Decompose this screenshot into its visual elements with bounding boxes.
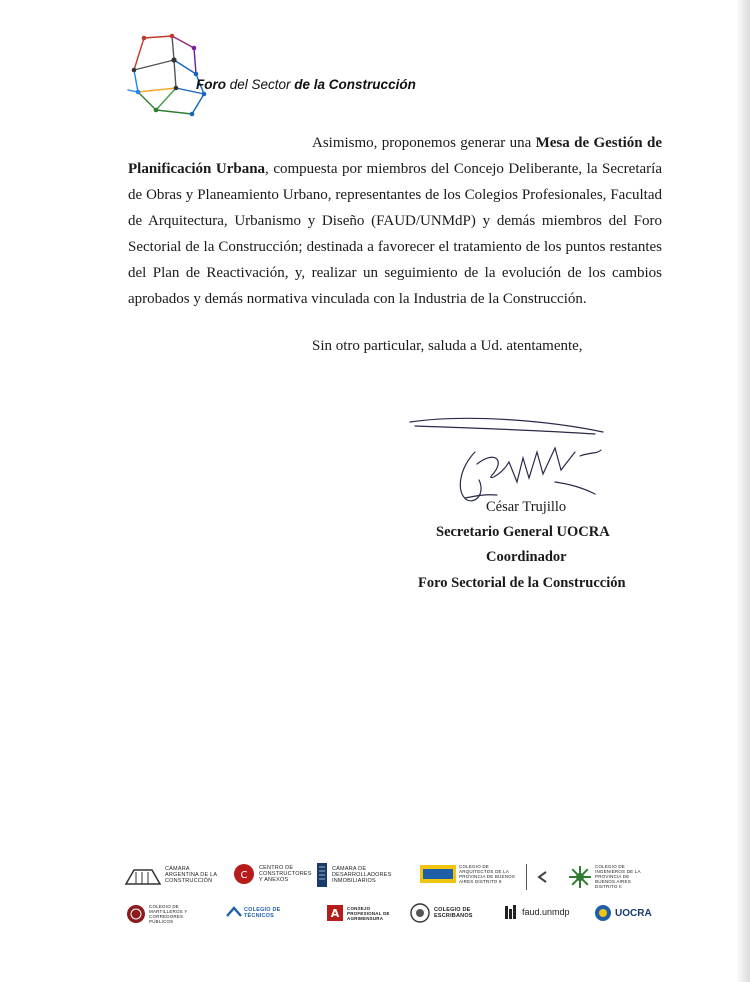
- body-text-rest: , compuesta por miembros del Concejo Deliberante, la Secretaría de Obras y Planeamiento Urbano, representantes de los Colegios Profesionales, Facultad de Arquitectura, Urbanismo y Diseño (FAUD/UNMdP) y demás miembros del Foro Sectorial de la Construcción; destinada a favorecer el tratamiento de los puntos restantes del Plan de Reactivación, y, realizar un seguimiento de la evolución de los cambios aprobados y demás normativa vinculada con la Industria de la Construcción.: [128, 161, 662, 307]
- org-name-end: de la Construcción: [294, 77, 416, 92]
- signatory-title: Secretario General UOCRA: [436, 524, 610, 540]
- footer-logos: [120, 858, 670, 938]
- logo-agrimensura: [326, 904, 403, 922]
- logo-colegio-arquitectos: [420, 864, 521, 884]
- logo-faud: [504, 904, 570, 920]
- logo-label: COLEGIO DE INGENIEROS DE LA PROVINCIA DE BUENOS AIRES DISTRITO II: [595, 864, 641, 889]
- uocra-icon: [594, 904, 612, 922]
- signatory-organization: Foro Sectorial de la Construcción: [418, 575, 626, 591]
- wave-icon: [226, 906, 242, 920]
- logo-centro-constructores: [232, 862, 312, 886]
- handwritten-signature: [405, 412, 615, 512]
- closing-line: Sin otro particular, saluda a Ud. atentamente,: [312, 338, 583, 354]
- header-logo: [124, 30, 424, 122]
- logo-label: COLEGIO DE ARQUITECTOS DE LA PROVINCIA DE BUENOS AIRES DISTRITO 9: [459, 864, 516, 884]
- faud-icon: [504, 904, 518, 920]
- body-text-bold: Mesa de Gestión de Planificación Urbana: [128, 135, 662, 177]
- page-edge-shadow: [736, 0, 750, 982]
- body-paragraph: [128, 130, 662, 312]
- tower-icon: [316, 862, 328, 888]
- logo-uocra: [594, 904, 652, 922]
- logo-label: COLEGIO DE TÉCNICOS: [244, 907, 281, 919]
- crest-icon: [410, 902, 430, 924]
- signatory-role: Coordinador: [486, 549, 567, 565]
- network-cube-icon: [124, 30, 214, 122]
- arrow-mark-icon: [536, 870, 550, 884]
- body-text-intro: Asimismo, proponemos generar una: [312, 135, 536, 151]
- header-org-name: [196, 77, 416, 92]
- logo-label: COLEGIO DE ESCRIBANOS: [434, 907, 473, 919]
- building-icon: [124, 864, 162, 886]
- svg-text:C: C: [240, 870, 248, 881]
- logo-label: faud.unmdp: [522, 907, 570, 917]
- agrimensura-icon: [326, 904, 344, 922]
- cc-icon: [232, 862, 256, 886]
- logo-camara-construccion: [124, 864, 223, 886]
- signatory-name: César Trujillo: [486, 499, 567, 515]
- logo-camara-desarrolladores: [316, 862, 410, 888]
- logo-label: COLEGIO DE MARTILLEROS Y CORREDORES PÚBLICOS: [149, 904, 188, 924]
- logo-colegio-escribanos: [410, 902, 478, 924]
- logo-colegio-martilleros: [126, 904, 205, 924]
- org-name-bold: Foro: [196, 77, 226, 92]
- capba-icon: [420, 865, 456, 883]
- svg-text:A: A: [330, 907, 340, 920]
- logo-label: CÁMARA ARGENTINA DE LA CONSTRUCCIÓN: [165, 866, 217, 884]
- logo-label: UOCRA: [615, 907, 652, 919]
- logo-colegio-tecnicos: [226, 906, 296, 920]
- letter-body: [128, 130, 662, 312]
- logo-colegio-ingenieros: [568, 864, 649, 889]
- logo-label: CÁMARA DE DESARROLLADORES INMOBILIARIOS: [332, 866, 392, 884]
- logo-divider: [526, 864, 527, 890]
- logo-label: CONSEJO PROFESIONAL DE AGRIMENSURA: [347, 905, 390, 921]
- org-name-middle: del Sector: [226, 77, 295, 92]
- seal-icon: [126, 904, 146, 924]
- star-gear-icon: [568, 865, 592, 889]
- logo-label: CENTRO DE CONSTRUCTORES Y ANEXOS: [259, 865, 312, 883]
